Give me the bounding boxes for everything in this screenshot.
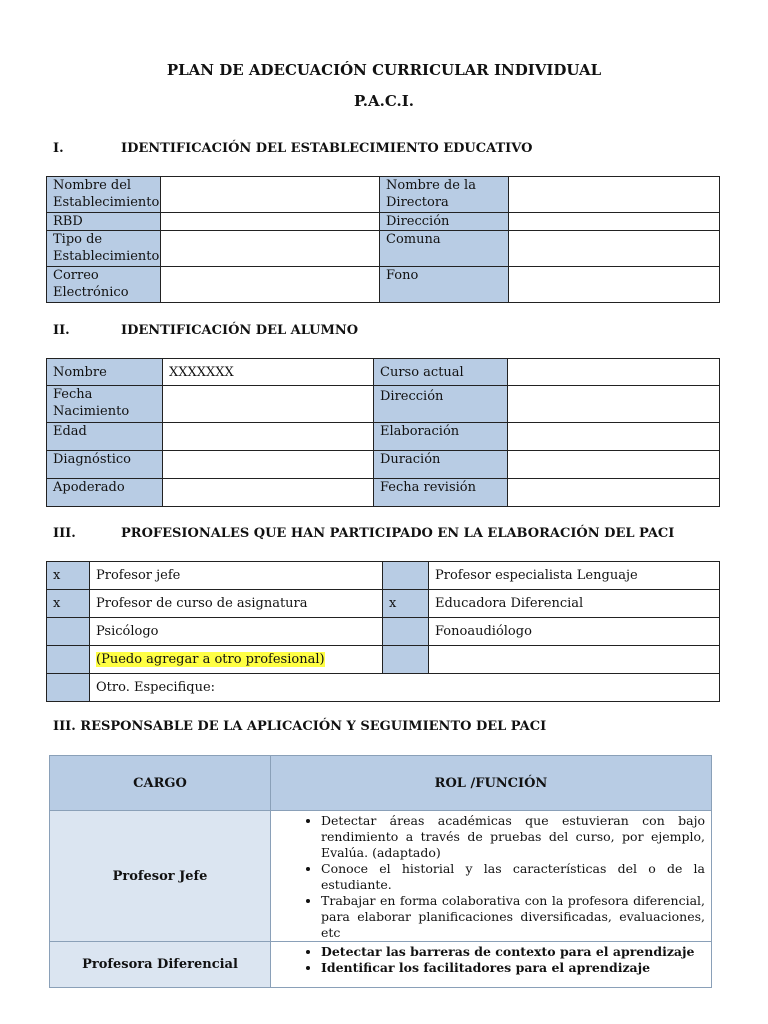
profesor-jefe-list <box>277 813 705 941</box>
elaboracion-label: Elaboración <box>374 423 508 451</box>
extra-field[interactable] <box>429 646 720 674</box>
apoderado-label: Apoderado <box>47 479 163 507</box>
profesora-diferencial-list <box>277 944 705 976</box>
document-title: PLAN DE ADECUACIÓN CURRICULAR INDIVIDUAL <box>166 61 602 79</box>
tipo-establecimiento-field[interactable] <box>161 231 380 267</box>
rbd-field[interactable] <box>161 213 380 231</box>
diagnostico-field[interactable] <box>163 451 374 479</box>
educadora-diferencial-label: Educadora Diferencial <box>429 590 720 618</box>
professionals-table <box>46 561 720 702</box>
section-3-number: III. <box>53 526 76 541</box>
responsables-table <box>49 755 712 988</box>
tipo-establecimiento-label: Tipo de Establecimiento <box>47 231 161 267</box>
section-1-title: IDENTIFICACIÓN DEL ESTABLECIMIENTO EDUCATIVO <box>121 141 533 156</box>
profesor-jefe-check[interactable]: x <box>47 562 90 590</box>
otro-especifique-field[interactable]: Otro. Especifique: <box>90 674 720 702</box>
fono-field[interactable] <box>509 267 720 303</box>
nombre-establecimiento-field[interactable] <box>161 177 380 213</box>
list-item: • Trabajar en forma colaborativa con la profesora diferencial, para elaborar planificaciones diversificadas, evaluaciones, etc <box>321 893 705 941</box>
list-item: • Detectar las barreras de contexto para el aprendizaje <box>321 944 705 960</box>
educadora-diferencial-check[interactable]: x <box>383 590 429 618</box>
elaboracion-field[interactable] <box>508 423 720 451</box>
cargo-header: CARGO <box>50 756 271 811</box>
nombre-directora-field[interactable] <box>509 177 720 213</box>
duracion-field[interactable] <box>508 451 720 479</box>
rbd-label: RBD <box>47 213 161 231</box>
fonoaudiologo-label: Fonoaudiólogo <box>429 618 720 646</box>
especialista-lenguaje-check[interactable] <box>383 562 429 590</box>
nombre-establecimiento-label: Nombre del Establecimiento <box>47 177 161 213</box>
student-nombre-label: Nombre <box>47 359 163 386</box>
student-direccion-field[interactable] <box>508 386 720 423</box>
profesor-jefe-label: Profesor jefe <box>90 562 383 590</box>
fonoaudiologo-check[interactable] <box>383 618 429 646</box>
establishment-table <box>46 176 720 303</box>
fecha-nacimiento-label: Fecha Nacimiento <box>47 386 163 423</box>
otro-profesional-check[interactable] <box>47 646 90 674</box>
direccion-establecimiento-field[interactable] <box>509 213 720 231</box>
student-direccion-label: Dirección <box>374 386 508 423</box>
comuna-label: Comuna <box>380 231 509 267</box>
otro-profesional-highlight: (Puedo agregar a otro profesional) <box>96 652 325 667</box>
profesor-jefe-cargo: Profesor Jefe <box>50 811 271 942</box>
especialista-lenguaje-label: Profesor especialista Lenguaje <box>429 562 720 590</box>
diagnostico-label: Diagnóstico <box>47 451 163 479</box>
fono-label: Fono <box>380 267 509 303</box>
curso-actual-label: Curso actual <box>374 359 508 386</box>
correo-field[interactable] <box>161 267 380 303</box>
section-4-heading: III. RESPONSABLE DE LA APLICACIÓN Y SEGUIMIENTO DEL PACI <box>53 719 547 734</box>
student-nombre-field[interactable]: XXXXXXX <box>163 359 374 386</box>
section-2-heading <box>53 323 358 338</box>
edad-field[interactable] <box>163 423 374 451</box>
section-1-number: I. <box>53 141 64 156</box>
psicologo-check[interactable] <box>47 618 90 646</box>
curso-actual-field[interactable] <box>508 359 720 386</box>
section-2-number: II. <box>53 323 70 338</box>
psicologo-label: Psicólogo <box>90 618 383 646</box>
rol-funcion-header: ROL /FUNCIÓN <box>271 756 712 811</box>
otro-especifique-check[interactable] <box>47 674 90 702</box>
fecha-revision-label: Fecha revisión <box>374 479 508 507</box>
section-2-title: IDENTIFICACIÓN DEL ALUMNO <box>121 323 359 338</box>
nombre-directora-label: Nombre de la Directora <box>380 177 509 213</box>
section-3-heading <box>53 526 674 541</box>
list-item: • Identificar los facilitadores para el aprendizaje <box>321 960 705 976</box>
otro-profesional-cell <box>90 646 383 674</box>
profesor-asignatura-label: Profesor de curso de asignatura <box>90 590 383 618</box>
apoderado-field[interactable] <box>163 479 374 507</box>
document-subtitle: P.A.C.I. <box>353 92 414 110</box>
direccion-establecimiento-label: Dirección <box>380 213 509 231</box>
section-3-title: PROFESIONALES QUE HAN PARTICIPADO EN LA ELABORACIÓN DEL PACI <box>121 526 675 541</box>
correo-label: Correo Electrónico <box>47 267 161 303</box>
student-table <box>46 358 720 507</box>
edad-label: Edad <box>47 423 163 451</box>
duracion-label: Duración <box>374 451 508 479</box>
list-item: • Conoce el historial y las características del o de la estudiante. <box>321 861 705 893</box>
extra-check[interactable] <box>383 646 429 674</box>
profesor-jefe-funciones <box>271 811 712 942</box>
comuna-field[interactable] <box>509 231 720 267</box>
profesora-diferencial-cargo: Profesora Diferencial <box>50 942 271 988</box>
list-item: • Detectar áreas académicas que estuvieran con bajo rendimiento a través de pruebas del curso, por ejemplo, Evalúa. (adaptado) <box>321 813 705 861</box>
fecha-revision-field[interactable] <box>508 479 720 507</box>
section-1-heading <box>53 141 532 156</box>
fecha-nacimiento-field[interactable] <box>163 386 374 423</box>
profesora-diferencial-funciones <box>271 942 712 988</box>
profesor-asignatura-check[interactable]: x <box>47 590 90 618</box>
